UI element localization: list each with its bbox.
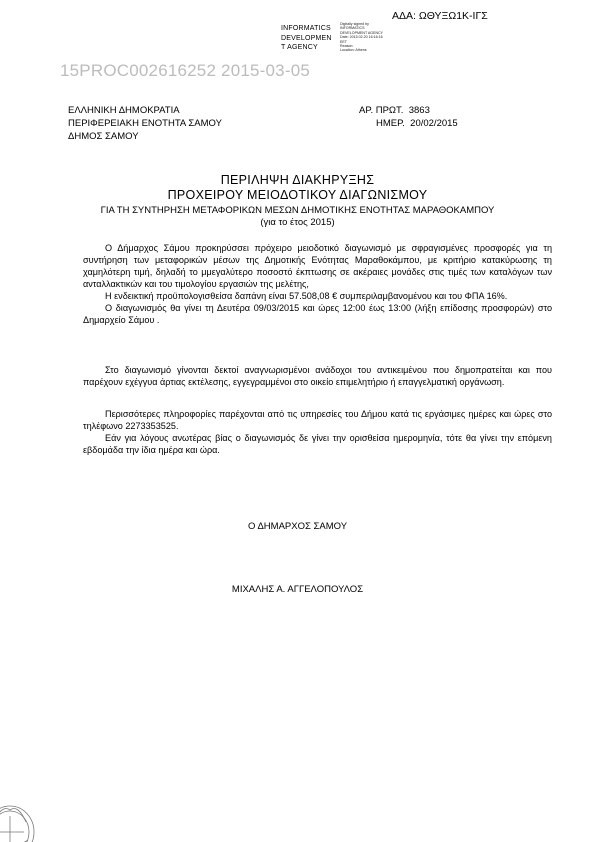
signature-detail-line: Digitally signed by: [340, 22, 369, 26]
title-line-1: ΠΕΡΙΛΗΨΗ ΔΙΑΚΗΡΥΞΗΣ: [220, 173, 375, 187]
issuer-block: [68, 104, 222, 143]
body-paragraph-group-2: [83, 364, 552, 388]
body-paragraph: Περισσότερες πληροφορίες παρέχονται από τις υπηρεσίες του Δήμου κατά τις εργάσιμες ημέρες και ώρες στο τηλέφωνο 2273353525.: [83, 409, 552, 431]
digital-signature-name: [281, 24, 332, 53]
body-paragraph: Στο διαγωνισμό γίνονται δεκτοί αναγνωρισμένοι ανάδοχοι του αντικειμένου που δημοπρατείται και που παρέχουν εχέγγυα άρτιας εκτέλεσης, εγγεγραμμένοι στο οικείο επιμελητήριο ή επαγγελματική οργάνωση.: [83, 365, 552, 387]
title-line-4: (για το έτος 2015): [260, 217, 335, 228]
issuer-line: ΠΕΡΙΦΕΡΕΙΑΚΗ ΕΝΟΤΗΤΑ ΣΑΜΟΥ: [68, 118, 222, 129]
ada-code: ΑΔΑ: ΩΘΥΞΩ1Κ-ΙΓΣ: [392, 10, 488, 22]
barcode-text: 15PROC002616252 2015-03-05: [60, 61, 310, 80]
signature-detail-line: EET: [340, 39, 347, 44]
protocol-date-label: ΗΜΕΡ.: [376, 118, 405, 129]
signature-name-line: T AGENCY: [281, 44, 318, 51]
protocol-date-row: [359, 117, 458, 130]
signature-name-line: INFORMATICS: [281, 25, 331, 32]
title-line-3: ΓΙΑ ΤΗ ΣΥΝΤΗΡΗΣΗ ΜΕΤΑΦΟΡΙΚΩΝ ΜΕΣΩΝ ΔΗΜΟΤΙΚΗΣ ΕΝΟΤΗΤΑΣ ΜΑΡΑΘΟΚΑΜΠΟΥ: [100, 205, 495, 216]
signature-detail-line: INFORMATICS: [340, 26, 365, 31]
body-paragraph: Ο Δήμαρχος Σάμου προκηρύσσει πρόχειρο μειοδοτικό διαγωνισμό με σφραγισμένες προσφορές για τη συντήρηση των μεταφορικών μέσων της Δημοτικής Ενότητας Μαραθοκάμπου, με κριτήριο κατακύρωσης τη χαμηλότερη τιμή, δηλαδή το μμεγαλύτερο ποσοστό έκπτωσης σε ακέραιες μονάδες στις τιμές των καταλόγων των ανταλλακτικών και του τιμολογίου εργασιών της μελέτης,: [83, 243, 552, 289]
body-paragraph: Ο διαγωνισμός θα γίνει τη Δευτέρα 09/03/2015 και ώρες 12:00 έως 13:00 (λήξη επίδοσης προσφορών) στο Δημαρχείο Σάμου .: [83, 303, 552, 325]
signature-detail-line: Date: 2015.02.20 16:16:16: [340, 35, 383, 40]
protocol-block: [359, 104, 458, 130]
issuer-line: ΕΛΛΗΝΙΚΗ ΔΗΜΟΚΡΑΤΙΑ: [68, 105, 180, 116]
signature-name: ΜΙΧΑΛΗΣ Α. ΑΓΓΕΛΟΠΟΥΛΟΣ: [231, 584, 364, 595]
signature-name-line: DEVELOPMEN: [281, 34, 332, 42]
protocol-number: 3863: [408, 105, 430, 116]
greek-emblem-icon: [0, 782, 38, 842]
body-paragraph-group-1: [83, 242, 552, 326]
digital-signature-details: [340, 22, 383, 53]
signature-detail-line: DEVELOPMENT AGENCY: [340, 30, 384, 35]
body-paragraph-group-3: [83, 408, 552, 456]
protocol-date: 20/02/2015: [410, 118, 458, 129]
body-paragraph: Η ενδεικτική προϋπολογισθείσα δαπάνη είναι 57.508,08 € συμπεριλαμβανομένου και του ΦΠΑ 16%.: [105, 291, 508, 301]
body-paragraph: Εάν για λόγους ανωτέρας βίας ο διαγωνισμός δε γίνει την ορισθείσα ημερομηνία, τότε θα γίνει την επόμενη εβδομάδα την ίδια ημέρα και ώρα.: [83, 433, 552, 455]
signature-detail-line: Reason:: [340, 44, 354, 49]
signature-detail-line: Location: Athens: [340, 48, 367, 53]
title-line-2: ΠΡΟΧΕΙΡΟΥ ΜΕΙΟΔΟΤΙΚΟΥ ΔΙΑΓΩΝΙΣΜΟΥ: [167, 188, 428, 202]
issuer-line: ΔΗΜΟΣ ΣΑΜΟΥ: [68, 131, 139, 142]
protocol-number-label: ΑΡ. ΠΡΩΤ.: [359, 105, 404, 116]
signature-role: Ο ΔΗΜΑΡΧΟΣ ΣΑΜΟΥ: [247, 521, 348, 532]
protocol-number-row: [359, 104, 458, 117]
